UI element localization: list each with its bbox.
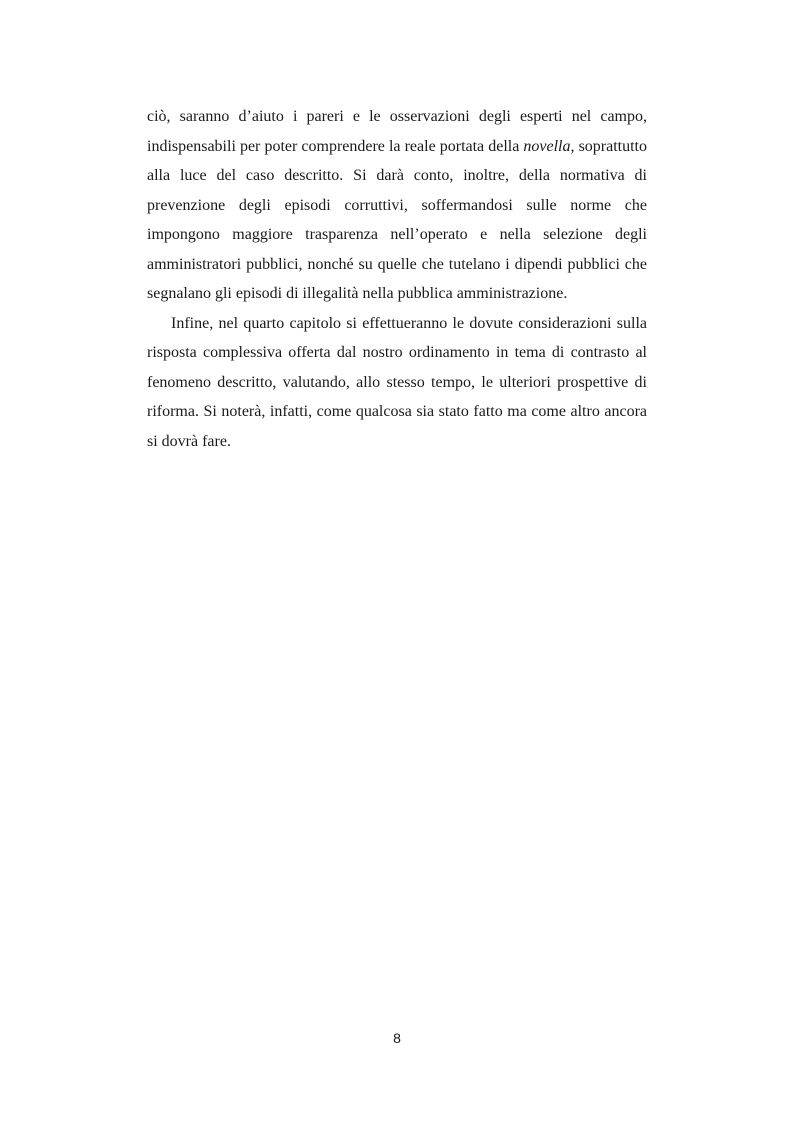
page-number: 8 [393,1030,401,1046]
body-text [147,102,647,456]
paragraph-2: Infine, nel quarto capitolo si effettueranno le dovute considerazioni sulla risposta complessiva offerta dal nostro ordinamento in tema di contrasto al fenomeno descritto, valutando, allo stesso tempo, le ulteriori prospettive di riforma. Si noterà, infatti, come qualcosa sia stato fatto ma come altro ancora si dovrà fare. [147,314,647,450]
paragraph-1-text-start: ciò, saranno d’aiuto i pareri e le osservazioni degli esperti nel campo, indispensabili per poter comprendere la reale portata della [147,108,647,155]
paragraph-1-emphasis: novella, [523,137,575,155]
paragraph-1 [147,102,647,309]
paragraph-1-text-end: soprattutto alla luce del caso descritto. Si darà conto, inoltre, della normativa di prevenzione degli episodi corruttivi, soffermandosi sulle norme che impongono maggiore trasparenza nell’operato e nella selezione degli amministratori pubblici, nonché su quelle che tutelano i dipendi pubblici che segnalano gli episodi di illegalità nella pubblica amministrazione. [147,137,648,302]
